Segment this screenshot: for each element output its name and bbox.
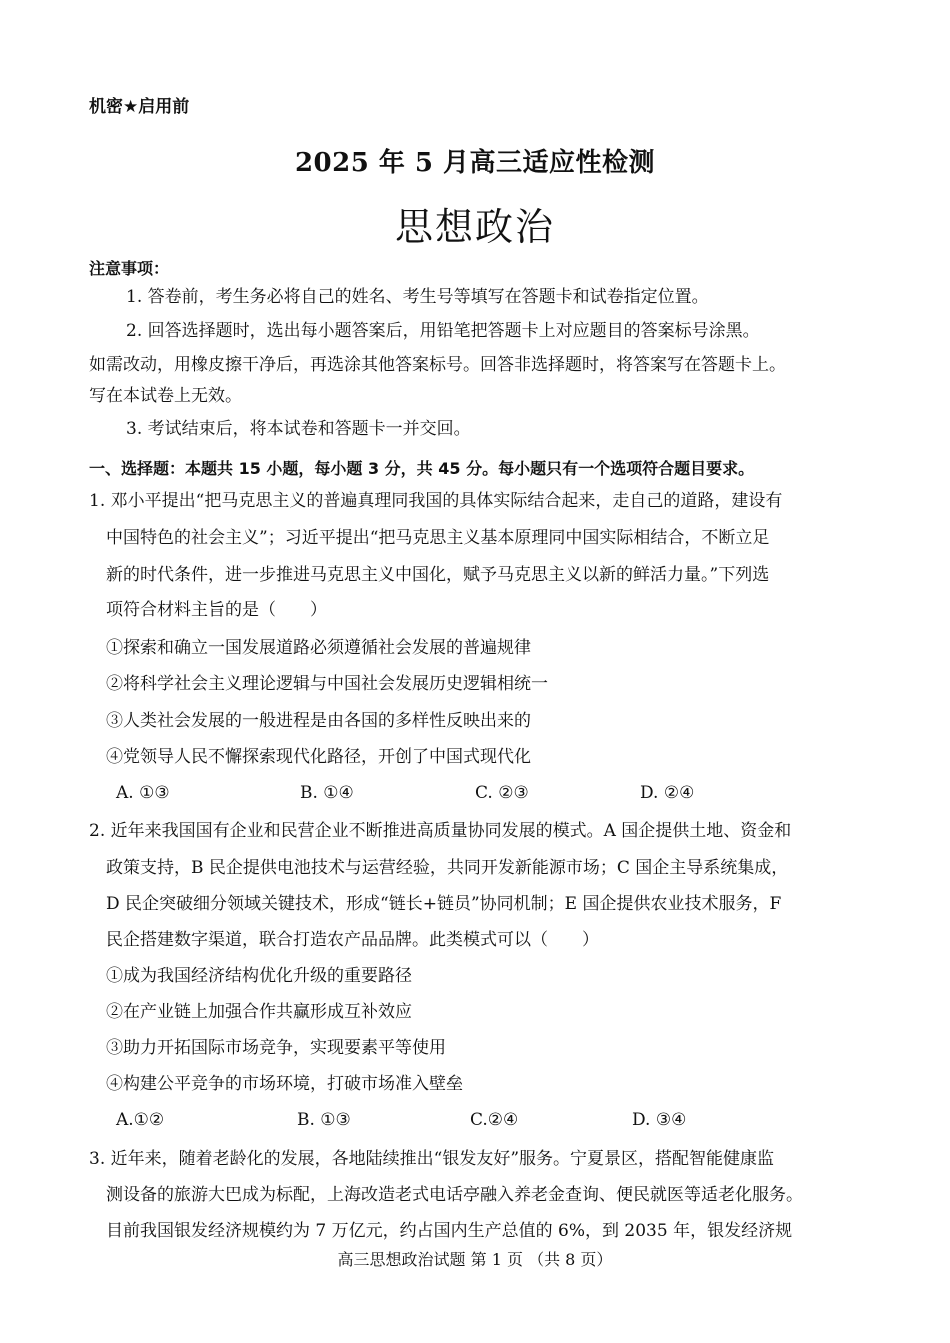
q2-stem-line-2: 政策支持，B 民企提供电池技术与运营经验，共同开发新能源市场；C 国企主导系统集成， [106,858,789,878]
notice-heading: 注意事项： [89,259,170,278]
notice-item-2-line-2: 如需改动，用橡皮擦干净后，再选涂其他答案标号。回答非选择题时，将答案写在答题卡上。 [89,355,786,375]
q2-stem-line-3: D 民企突破细分领域关键技术，形成“链长+链员”协同机制；E 国企提供农业技术服务，F [106,894,782,914]
q1-statement-4: ④党领导人民不懈探索现代化路径，开创了中国式现代化 [106,747,531,767]
q3-stem-line-2: 测设备的旅游大巴成为标配，上海改造老式电话亭融入养老金查询、便民就医等适老化服务。 [106,1185,803,1205]
q3-stem-line-3: 目前我国银发经济规模约为 7 万亿元，约占国内生产总值的 6%，到 2035 年，银发经济规 [106,1221,793,1241]
q2-option-d: D. ③④ [632,1110,687,1130]
q2-option-a: A.①② [116,1110,165,1130]
q1-stem-line-2: 中国特色的社会主义”；习近平提出“把马克思主义基本原理同中国实际相结合，不断立足 [106,528,770,548]
q1-option-b: B. ①④ [300,783,354,803]
q1-stem-line-4: 项符合材料主旨的是（ ） [106,600,327,620]
notice-item-2-line-3: 写在本试卷上无效。 [89,386,242,406]
q1-stem-line-3: 新的时代条件，进一步推进马克思主义中国化，赋予马克思主义以新的鲜活力量。”下列选 [106,565,770,585]
q1-statement-3: ③人类社会发展的一般进程是由各国的多样性反映出来的 [106,711,531,731]
q3-stem-line-1: 3. 近年来，随着老龄化的发展，各地陆续推出“银发友好”服务。宁夏景区，搭配智能健康监 [89,1149,775,1169]
q2-statement-2: ②在产业链上加强合作共赢形成互补效应 [106,1002,412,1022]
notice-item-2-line-1: 2. 回答选择题时，选出每小题答案后，用铅笔把答题卡上对应题目的答案标号涂黑。 [126,321,760,341]
q1-statement-2: ②将科学社会主义理论逻辑与中国社会发展历史逻辑相统一 [106,674,548,694]
section-1-heading: 一、选择题：本题共 15 小题，每小题 3 分，共 45 分。每小题只有一个选项符合题目要求。 [89,459,755,478]
q2-stem-line-1: 2. 近年来我国国有企业和民营企业不断推进高质量协同发展的模式。A 国企提供土地、资金和 [89,821,792,841]
notice-item-3: 3. 考试结束后，将本试卷和答题卡一并交回。 [126,419,471,439]
q2-option-c: C.②④ [470,1110,519,1130]
q1-statement-1: ①探索和确立一国发展道路必须遵循社会发展的普遍规律 [106,638,531,658]
q2-statement-3: ③助力开拓国际市场竞争，实现要素平等使用 [106,1038,446,1058]
confidential-label: 机密★启用前 [89,97,190,117]
q2-stem-line-4: 民企搭建数字渠道，联合打造农产品品牌。此类模式可以（ ） [106,930,599,950]
page-footer: 高三思想政治试题 第 1 页 （共 8 页） [337,1250,613,1269]
q2-option-b: B. ①③ [297,1110,351,1130]
exam-title: 2025 年 5 月高三适应性检测 [294,148,656,178]
q2-statement-1: ①成为我国经济结构优化升级的重要路径 [106,966,412,986]
q2-statement-4: ④构建公平竞争的市场环境，打破市场准入壁垒 [106,1074,463,1094]
q1-option-a: A. ①③ [116,783,170,803]
q1-stem-line-1: 1. 邓小平提出“把马克思主义的普遍真理同我国的具体实际结合起来，走自己的道路，建设有 [89,491,783,511]
q1-option-c: C. ②③ [475,783,529,803]
q1-option-d: D. ②④ [640,783,695,803]
notice-item-1: 1. 答卷前，考生务必将自己的姓名、考生号等填写在答题卡和试卷指定位置。 [126,287,709,307]
subject-title: 思想政治 [394,205,555,249]
